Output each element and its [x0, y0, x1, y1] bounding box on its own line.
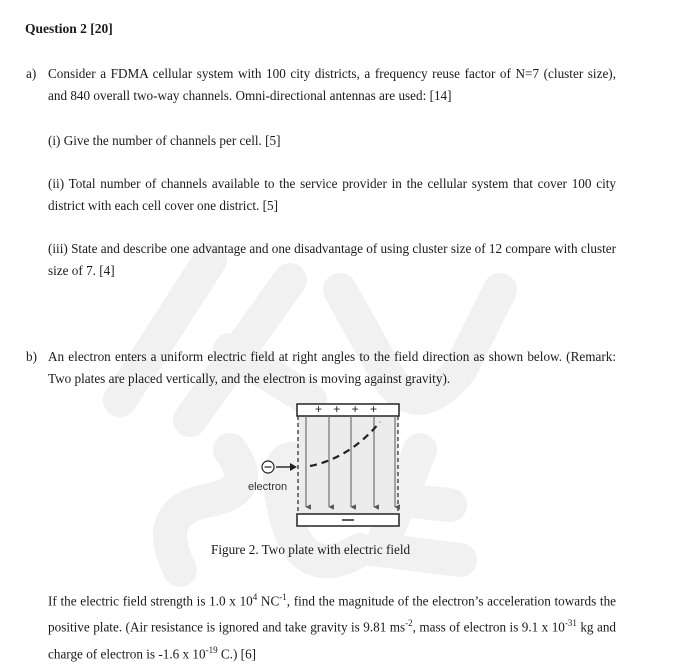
part-a-label: a): [26, 66, 37, 81]
question-title: Question 2 [20]: [25, 21, 113, 36]
positive-signs: + + + +: [314, 402, 382, 416]
part-b-label: b): [26, 349, 37, 364]
part-a-sub-iii: (iii) State and describe one advantage and one disadvantage of using cluster size of 12 compare with cluster size of 7. [4]: [48, 241, 616, 278]
part-a-sub-i: (i) Give the number of channels per cell. [5]: [48, 133, 281, 148]
electron-label: electron: [248, 481, 288, 493]
figure-caption: Figure 2. Two plate with electric field: [211, 542, 411, 557]
part-a-text: Consider a FDMA cellular system with 100 city districts, a frequency reuse factor of N=7 (cluster size), and 840 overall two-way channels. Omni-directional antennas are used: [14]: [48, 66, 616, 103]
electric-field-figure: [240, 398, 410, 530]
electron-symbol-text: ⊖: [240, 398, 241, 399]
part-a-sub-ii: (ii) Total number of channels available to the service provider in the cellular system that cover 100 city district with each cell cover one district. [5]: [48, 176, 616, 213]
part-b-question: If the electric field strength is 1.0 x $10^4$ $NC^{-1}$, find the magnitude of the electron’s acceleration towards the positive plate. (Air resistance is ignored and take gravity is 9.81 $ms^{-2}$, mass of electron is 9.1 x $10^{-31}$ kg and charge of electron is -1.6 x $10^{-19}$ C.) [6]: [48, 592, 617, 662]
part-b-intro: [26, 346, 616, 390]
part-a-intro: [26, 63, 616, 107]
part-b-text: An electron enters a uniform electric field at right angles to the field direction as shown below. (Remark: Two plates are placed vertically, and the electron is moving against gravity).: [48, 349, 616, 386]
